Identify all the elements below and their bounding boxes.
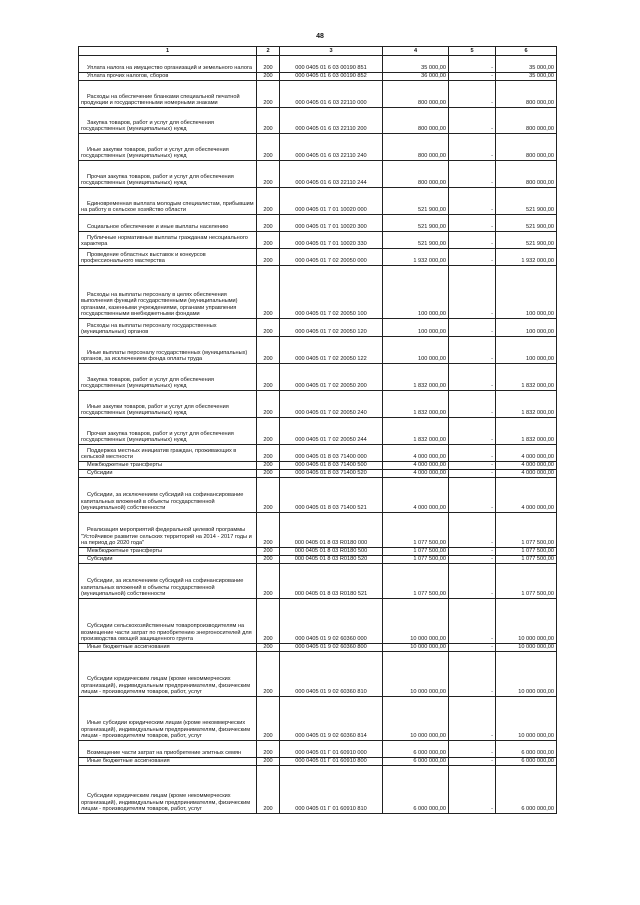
remaining-amount: 4 000 000,00 (496, 445, 557, 462)
budget-classification-code: 000 0405 01 Г 01 60910 800 (280, 758, 383, 766)
table-row (79, 232, 557, 249)
remaining-amount: 4 000 000,00 (496, 470, 557, 478)
table-row (79, 556, 557, 564)
approved-amount: 35 000,00 (383, 56, 449, 73)
executed-amount: - (449, 741, 496, 758)
row-description: Расходы на обеспечение бланками специальной печатной продукции и государственными номерными знаками (79, 81, 257, 108)
column-header: 5 (449, 47, 496, 56)
approved-amount: 4 000 000,00 (383, 445, 449, 462)
executed-amount: - (449, 232, 496, 249)
budget-classification-code: 000 0405 01 9 02 60360 814 (280, 697, 383, 741)
remaining-amount: 35 000,00 (496, 73, 557, 81)
budget-classification-code: 000 0405 01 8 03 71400 000 (280, 445, 383, 462)
row-description: Иные субсидии юридическим лицам (кроме некоммерческих организаций), индивидуальным предпринимателям, физическим лицам - производителям товаров, работ, услуг (79, 697, 257, 741)
row-description: Расходы на выплаты персоналу в целях обеспечения выполнения функций государственными (муниципальными) органами, казенными учреждениями, органами управления государственными внебюджетными фондами (79, 266, 257, 319)
table-row (79, 73, 557, 81)
remaining-amount: 10 000 000,00 (496, 652, 557, 697)
budget-classification-code: 000 0405 01 7 02 20050 244 (280, 418, 383, 445)
approved-amount: 6 000 000,00 (383, 758, 449, 766)
row-code: 200 (257, 462, 280, 470)
row-description: Межбюджетные трансферты (79, 462, 257, 470)
table-row (79, 337, 557, 364)
remaining-amount: 521 900,00 (496, 188, 557, 215)
budget-classification-code: 000 0405 01 7 01 10020 300 (280, 215, 383, 232)
executed-amount: - (449, 758, 496, 766)
row-code: 200 (257, 758, 280, 766)
row-code: 200 (257, 478, 280, 513)
table-row (79, 513, 557, 548)
budget-classification-code: 000 0405 01 8 03 R0180 520 (280, 556, 383, 564)
approved-amount: 100 000,00 (383, 337, 449, 364)
table-row (79, 161, 557, 188)
budget-classification-code: 000 0405 01 7 02 20050 200 (280, 364, 383, 391)
budget-classification-code: 000 0405 01 7 01 10020 000 (280, 188, 383, 215)
row-code: 200 (257, 337, 280, 364)
approved-amount: 100 000,00 (383, 266, 449, 319)
table-row (79, 652, 557, 697)
executed-amount: - (449, 418, 496, 445)
budget-classification-code: 000 0405 01 Г 01 60910 000 (280, 741, 383, 758)
approved-amount: 521 900,00 (383, 188, 449, 215)
executed-amount: - (449, 445, 496, 462)
approved-amount: 4 000 000,00 (383, 462, 449, 470)
table-row (79, 364, 557, 391)
table-row (79, 108, 557, 134)
approved-amount: 6 000 000,00 (383, 741, 449, 758)
table-row (79, 215, 557, 232)
row-code: 200 (257, 741, 280, 758)
remaining-amount: 10 000 000,00 (496, 644, 557, 652)
executed-amount: - (449, 470, 496, 478)
executed-amount: - (449, 652, 496, 697)
executed-amount: - (449, 513, 496, 548)
row-description: Реализация мероприятий федеральной целевой программы "Устойчивое развитие сельских территорий на 2014 - 2017 годы и на период до 2020 года" (79, 513, 257, 548)
row-description: Иные выплаты персоналу государственных (муниципальных) органов, за исключением фонда оплаты труда (79, 337, 257, 364)
approved-amount: 1 832 000,00 (383, 418, 449, 445)
budget-classification-code: 000 0405 01 6 03 22110 244 (280, 161, 383, 188)
row-description: Субсидии, за исключением субсидий на софинансирование капитальных вложений в объекты государственной (муниципальной) собственности (79, 478, 257, 513)
table-row (79, 462, 557, 470)
row-description: Иные бюджетные ассигнования (79, 758, 257, 766)
budget-classification-code: 000 0405 01 8 03 71400 521 (280, 478, 383, 513)
executed-amount: - (449, 364, 496, 391)
approved-amount: 4 000 000,00 (383, 470, 449, 478)
table-row (79, 599, 557, 644)
remaining-amount: 1 932 000,00 (496, 249, 557, 266)
budget-classification-code: 000 0405 01 7 02 20050 240 (280, 391, 383, 418)
executed-amount: - (449, 81, 496, 108)
row-description: Иные бюджетные ассигнования (79, 644, 257, 652)
remaining-amount: 6 000 000,00 (496, 766, 557, 814)
executed-amount: - (449, 337, 496, 364)
table-row (79, 445, 557, 462)
remaining-amount: 1 832 000,00 (496, 418, 557, 445)
table-row (79, 266, 557, 319)
remaining-amount: 6 000 000,00 (496, 741, 557, 758)
budget-classification-code: 000 0405 01 7 02 20050 000 (280, 249, 383, 266)
approved-amount: 1 832 000,00 (383, 364, 449, 391)
budget-classification-code: 000 0405 01 7 02 20050 120 (280, 319, 383, 337)
page-number: 48 (316, 33, 324, 40)
budget-classification-code: 000 0405 01 7 02 20050 100 (280, 266, 383, 319)
row-code: 200 (257, 564, 280, 599)
row-code: 200 (257, 652, 280, 697)
budget-classification-code: 000 0405 01 6 03 22110 200 (280, 108, 383, 134)
remaining-amount: 4 000 000,00 (496, 462, 557, 470)
row-description: Проведение областных выставок и конкурсов профессионального мастерства (79, 249, 257, 266)
approved-amount: 100 000,00 (383, 319, 449, 337)
table-row (79, 741, 557, 758)
remaining-amount: 800 000,00 (496, 81, 557, 108)
row-code: 200 (257, 599, 280, 644)
row-code: 200 (257, 548, 280, 556)
budget-classification-code: 000 0405 01 8 03 71400 520 (280, 470, 383, 478)
remaining-amount: 800 000,00 (496, 108, 557, 134)
row-description: Субсидии сельскохозяйственным товаропроизводителям на возмещение части затрат по приобретению энергоносителей для производства овощей защищенного грунта (79, 599, 257, 644)
executed-amount: - (449, 215, 496, 232)
executed-amount: - (449, 462, 496, 470)
executed-amount: - (449, 266, 496, 319)
remaining-amount: 6 000 000,00 (496, 758, 557, 766)
executed-amount: - (449, 766, 496, 814)
executed-amount: - (449, 599, 496, 644)
row-code: 200 (257, 188, 280, 215)
approved-amount: 800 000,00 (383, 134, 449, 161)
row-description: Субсидии юридическим лицам (кроме некоммерческих организаций), индивидуальным предпринимателям, физическим лицам - производителям товаров, работ, услуг (79, 652, 257, 697)
row-description: Межбюджетные трансферты (79, 548, 257, 556)
row-code: 200 (257, 73, 280, 81)
executed-amount: - (449, 697, 496, 741)
row-description: Уплата прочих налогов, сборов (79, 73, 257, 81)
row-description: Закупка товаров, работ и услуг для обеспечения государственных (муниципальных) нужд (79, 108, 257, 134)
table-header-row (79, 47, 557, 56)
approved-amount: 1 077 500,00 (383, 556, 449, 564)
executed-amount: - (449, 161, 496, 188)
executed-amount: - (449, 108, 496, 134)
approved-amount: 1 832 000,00 (383, 391, 449, 418)
row-code: 200 (257, 161, 280, 188)
row-description: Иные закупки товаров, работ и услуг для обеспечения государственных (муниципальных) нужд (79, 391, 257, 418)
budget-classification-code: 000 0405 01 9 02 60360 800 (280, 644, 383, 652)
budget-classification-code: 000 0405 01 6 03 22110 240 (280, 134, 383, 161)
column-header: 4 (383, 47, 449, 56)
row-code: 200 (257, 215, 280, 232)
remaining-amount: 521 900,00 (496, 232, 557, 249)
column-header: 3 (280, 47, 383, 56)
remaining-amount: 800 000,00 (496, 134, 557, 161)
approved-amount: 10 000 000,00 (383, 697, 449, 741)
budget-classification-code: 000 0405 01 9 02 60360 810 (280, 652, 383, 697)
table-row (79, 188, 557, 215)
budget-classification-code: 000 0405 01 7 02 20050 122 (280, 337, 383, 364)
column-header: 2 (257, 47, 280, 56)
approved-amount: 36 000,00 (383, 73, 449, 81)
table-row (79, 134, 557, 161)
row-description: Уплата налога на имущество организаций и земельного налога (79, 56, 257, 73)
executed-amount: - (449, 556, 496, 564)
row-code: 200 (257, 319, 280, 337)
table-row (79, 319, 557, 337)
remaining-amount: 100 000,00 (496, 337, 557, 364)
row-code: 200 (257, 266, 280, 319)
row-description: Возмещение части затрат на приобретение элитных семян (79, 741, 257, 758)
approved-amount: 800 000,00 (383, 161, 449, 188)
approved-amount: 1 077 500,00 (383, 548, 449, 556)
approved-amount: 1 077 500,00 (383, 513, 449, 548)
row-code: 200 (257, 134, 280, 161)
row-description: Субсидии, за исключением субсидий на софинансирование капитальных вложений в объекты государственной (муниципальной) собственности (79, 564, 257, 599)
row-code: 200 (257, 364, 280, 391)
executed-amount: - (449, 319, 496, 337)
table-row (79, 391, 557, 418)
approved-amount: 4 000 000,00 (383, 478, 449, 513)
remaining-amount: 1 077 500,00 (496, 513, 557, 548)
row-description: Расходы на выплаты персоналу государственных (муниципальных) органов (79, 319, 257, 337)
executed-amount: - (449, 564, 496, 599)
remaining-amount: 1 077 500,00 (496, 556, 557, 564)
executed-amount: - (449, 56, 496, 73)
budget-classification-code: 000 0405 01 7 01 10020 330 (280, 232, 383, 249)
row-code: 200 (257, 697, 280, 741)
executed-amount: - (449, 391, 496, 418)
executed-amount: - (449, 188, 496, 215)
table-row (79, 564, 557, 599)
row-description: Закупка товаров, работ и услуг для обеспечения государственных (муниципальных) нужд (79, 364, 257, 391)
budget-table (78, 46, 557, 814)
budget-classification-code: 000 0405 01 6 03 00190 852 (280, 73, 383, 81)
column-header: 6 (496, 47, 557, 56)
row-code: 200 (257, 445, 280, 462)
table-row (79, 548, 557, 556)
table-row (79, 81, 557, 108)
approved-amount: 1 077 500,00 (383, 564, 449, 599)
row-code: 200 (257, 766, 280, 814)
row-code: 200 (257, 470, 280, 478)
budget-classification-code: 000 0405 01 Г 01 60910 810 (280, 766, 383, 814)
budget-classification-code: 000 0405 01 9 02 60360 000 (280, 599, 383, 644)
row-code: 200 (257, 644, 280, 652)
remaining-amount: 800 000,00 (496, 161, 557, 188)
row-description: Субсидии (79, 470, 257, 478)
executed-amount: - (449, 73, 496, 81)
approved-amount: 1 932 000,00 (383, 249, 449, 266)
approved-amount: 800 000,00 (383, 81, 449, 108)
row-code: 200 (257, 232, 280, 249)
remaining-amount: 100 000,00 (496, 319, 557, 337)
row-description: Иные закупки товаров, работ и услуг для обеспечения государственных (муниципальных) нужд (79, 134, 257, 161)
table-row (79, 644, 557, 652)
executed-amount: - (449, 478, 496, 513)
row-description: Субсидии (79, 556, 257, 564)
approved-amount: 521 900,00 (383, 232, 449, 249)
row-code: 200 (257, 81, 280, 108)
row-description: Единовременная выплата молодым специалистам, прибывшим на работу в сельское хозяйство области (79, 188, 257, 215)
row-code: 200 (257, 56, 280, 73)
row-code: 200 (257, 418, 280, 445)
budget-classification-code: 000 0405 01 6 03 00190 851 (280, 56, 383, 73)
table-row (79, 418, 557, 445)
row-description: Публичные нормативные выплаты гражданам несоциального характера (79, 232, 257, 249)
remaining-amount: 1 077 500,00 (496, 548, 557, 556)
approved-amount: 800 000,00 (383, 108, 449, 134)
remaining-amount: 10 000 000,00 (496, 599, 557, 644)
row-code: 200 (257, 391, 280, 418)
approved-amount: 10 000 000,00 (383, 652, 449, 697)
remaining-amount: 521 900,00 (496, 215, 557, 232)
executed-amount: - (449, 548, 496, 556)
column-header: 1 (79, 47, 257, 56)
table-row (79, 697, 557, 741)
table-row (79, 249, 557, 266)
budget-classification-code: 000 0405 01 8 03 R0180 521 (280, 564, 383, 599)
executed-amount: - (449, 134, 496, 161)
table-row (79, 56, 557, 73)
remaining-amount: 35 000,00 (496, 56, 557, 73)
table-row (79, 478, 557, 513)
row-description: Прочая закупка товаров, работ и услуг для обеспечения государственных (муниципальных) нужд (79, 418, 257, 445)
budget-classification-code: 000 0405 01 8 03 R0180 000 (280, 513, 383, 548)
approved-amount: 6 000 000,00 (383, 766, 449, 814)
row-description: Субсидии юридическим лицам (кроме некоммерческих организаций), индивидуальным предпринимателям, физическим лицам - производителям товаров, работ, услуг (79, 766, 257, 814)
row-code: 200 (257, 556, 280, 564)
row-code: 200 (257, 249, 280, 266)
row-code: 200 (257, 513, 280, 548)
remaining-amount: 4 000 000,00 (496, 478, 557, 513)
row-description: Социальное обеспечение и иные выплаты населению (79, 215, 257, 232)
row-code: 200 (257, 108, 280, 134)
budget-classification-code: 000 0405 01 6 03 22110 000 (280, 81, 383, 108)
remaining-amount: 1 832 000,00 (496, 391, 557, 418)
remaining-amount: 10 000 000,00 (496, 697, 557, 741)
row-description: Прочая закупка товаров, работ и услуг для обеспечения государственных (муниципальных) нужд (79, 161, 257, 188)
table-row (79, 766, 557, 814)
budget-classification-code: 000 0405 01 8 03 71400 500 (280, 462, 383, 470)
executed-amount: - (449, 249, 496, 266)
approved-amount: 10 000 000,00 (383, 599, 449, 644)
row-description: Поддержка местных инициатив граждан, проживающих в сельской местности (79, 445, 257, 462)
table-row (79, 758, 557, 766)
budget-classification-code: 000 0405 01 8 03 R0180 500 (280, 548, 383, 556)
table-row (79, 470, 557, 478)
approved-amount: 10 000 000,00 (383, 644, 449, 652)
remaining-amount: 1 832 000,00 (496, 364, 557, 391)
remaining-amount: 100 000,00 (496, 266, 557, 319)
approved-amount: 521 900,00 (383, 215, 449, 232)
remaining-amount: 1 077 500,00 (496, 564, 557, 599)
executed-amount: - (449, 644, 496, 652)
